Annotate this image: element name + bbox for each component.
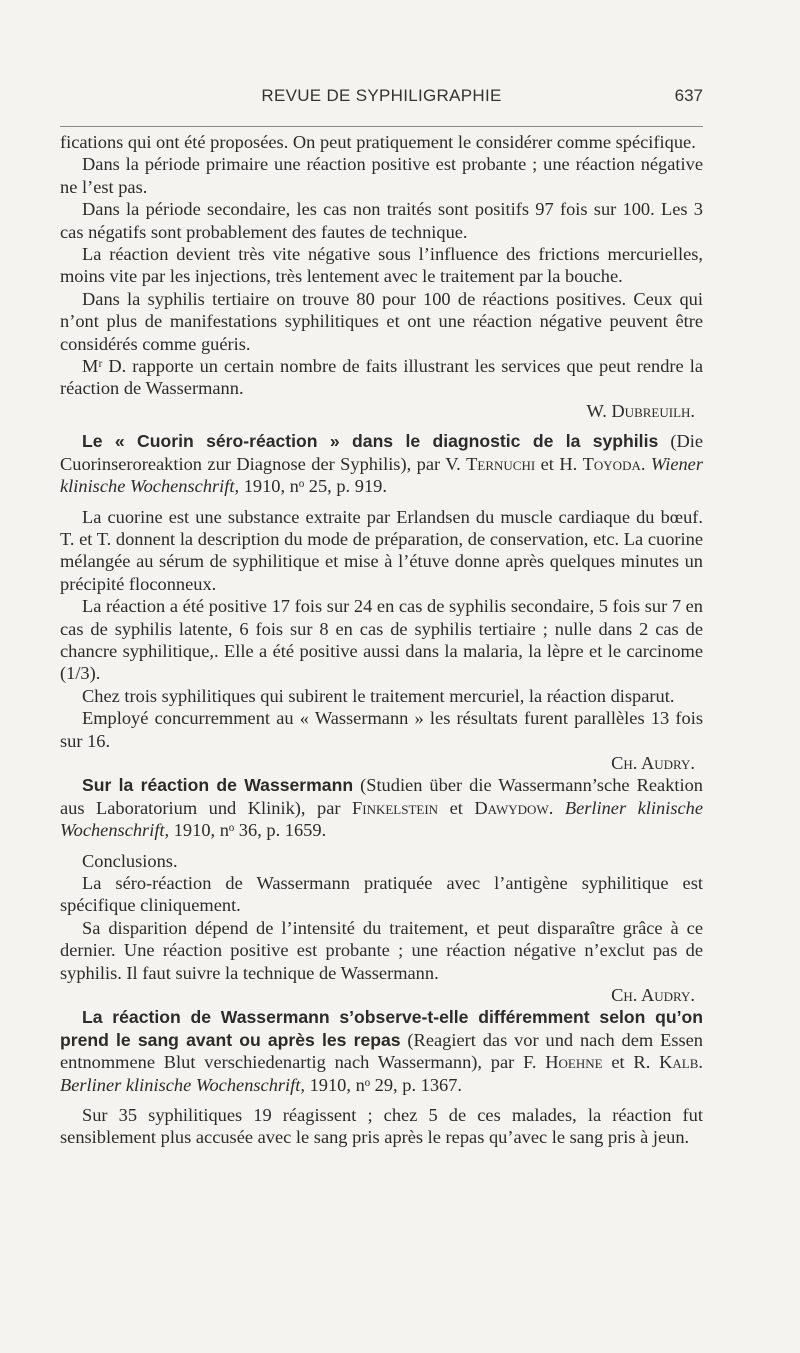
- signature: [60, 984, 703, 1006]
- paragraph: Sur 35 syphilitiques 19 réagissent ; chez 5 de ces malades, la réaction fut sensiblement plus accusée avec le sang pris après le repas qu’avec le sang pris à jeun.: [60, 1105, 703, 1148]
- body-text: [60, 131, 703, 1149]
- reference-text: 1910, nᵒ 29, p. 1367.: [305, 1074, 463, 1095]
- article-heading: [60, 774, 703, 841]
- paragraph: fications qui ont été proposées. On peut pratiquement le considérer comme spécifique.: [60, 132, 696, 152]
- article-heading: [60, 1006, 703, 1096]
- article-heading: [60, 430, 703, 497]
- page-number: 637: [674, 86, 703, 105]
- reference-text: .: [640, 453, 651, 474]
- paragraph: La séro-réaction de Wassermann pratiquée avec l’antigène syphilitique est spécifique cliniquement.: [60, 873, 703, 916]
- reference-text: et H.: [535, 453, 583, 474]
- article-title: Le « Cuorin séro-réaction » dans le diagnostic de la syphilis: [82, 431, 659, 452]
- paragraph: La réaction a été positive 17 fois sur 24 en cas de syphilis secondaire, 5 fois sur 7 en cas de syphilis latente, 6 fois sur 8 en cas de syphilis tertiaire ; nulle dans 2 cas de chancre syphilitique,. Elle a été positive aussi dans la malaria, la lèpre et le carcinome (1/3).: [60, 596, 703, 684]
- paragraph: Dans la période primaire une réaction positive est probante ; une réaction négative ne l’est pas.: [60, 154, 703, 197]
- paragraph: Dans la syphilis tertiaire on trouve 80 pour 100 de réactions positives. Ceux qui n’ont plus de manifestations syphilitiques et ont une réaction négative peuvent être considérés comme guéris.: [60, 288, 703, 354]
- paragraph: La cuorine est une substance extraite par Erlandsen du muscle cardiaque du bœuf. T. et T. donnent la description du mode de préparation, de conservation, etc. La cuorine mélangée au sérum de syphilitique et mise à l’étuve donne après quelques minutes un précipité floconneux.: [60, 506, 703, 594]
- author-name: Dawydow: [474, 797, 549, 818]
- article-title: Sur la réaction de Wassermann: [82, 775, 354, 796]
- running-title: REVUE DE SYPHILIGRAPHIE: [261, 86, 502, 105]
- paragraph-text: Mʳ D. rapporte un certain nombre de faits illustrant les services que peut rendre la réaction de Wassermann.: [60, 356, 703, 399]
- journal-name: Berliner klinische Wochenschrift,: [60, 797, 704, 841]
- signature-text: Ch. Audry.: [611, 752, 695, 773]
- author-name: Ternuchi: [466, 453, 536, 474]
- author-name: Finkelstein: [352, 797, 439, 818]
- reference-text: 1910, nᵒ 36, p. 1659.: [169, 820, 327, 841]
- reference-text: (Studien über die Wassermann’sche Reaktion aus Laboratorium und Klinik), par: [60, 775, 703, 818]
- signature-text: W. Dubreuilh.: [586, 400, 695, 421]
- paragraph: [60, 355, 703, 400]
- reference-text: .: [698, 1052, 703, 1073]
- paragraph: Dans la période secondaire, les cas non traités sont positifs 97 fois sur 100. Les 3 cas négatifs sont probablement des fautes de technique.: [60, 199, 703, 242]
- paragraph: La réaction devient très vite négative sous l’influence des frictions mercurielles, moins vite par les injections, très lentement avec le traitement par la bouche.: [60, 244, 703, 287]
- author-name: Toyoda: [582, 453, 641, 474]
- signature: [60, 400, 703, 422]
- reference-text: et: [438, 797, 475, 818]
- signature: [60, 752, 703, 774]
- author-name: Hoehne: [545, 1052, 603, 1073]
- reference-text: et R.: [602, 1052, 660, 1073]
- page-header: [60, 86, 703, 114]
- reference-text: (Die Cuorinseroreaktion zur Diagnose der Syphilis), par V.: [60, 431, 703, 474]
- reference-text: 1910, nᵒ 25, p. 919.: [239, 476, 387, 497]
- reference-text: .: [548, 797, 565, 818]
- paragraph: Conclusions.: [82, 850, 178, 871]
- header-rule: [60, 126, 703, 127]
- journal-name: Wiener klinische Wochenschrift,: [60, 453, 703, 497]
- signature-text: Ch. Audry.: [611, 985, 695, 1006]
- paragraph: Sa disparition dépend de l’intensité du traitement, et peut disparaître grâce à ce dernier. Une réaction positive est probante ; une réaction négative n’exclut pas de syphilis. Il faut suivre la technique de Wassermann.: [60, 917, 703, 983]
- author-name: Kalb: [659, 1052, 699, 1073]
- reference-text: (Reagiert das vor und nach dem Essen entnommene Blut verschiedenartig nach Wassermann), par F.: [60, 1029, 703, 1073]
- paragraph: Chez trois syphilitiques qui subirent le traitement mercuriel, la réaction disparut.: [82, 685, 675, 706]
- paragraph: Employé concurremment au « Wassermann » les résultats furent parallèles 13 fois sur 16.: [60, 708, 703, 751]
- journal-name: Berliner klinische Wochenschrift,: [60, 1074, 305, 1095]
- article-title: La réaction de Wassermann s’observe-t-elle différemment selon qu’on prend le sang avant ou après les repas: [60, 1007, 703, 1050]
